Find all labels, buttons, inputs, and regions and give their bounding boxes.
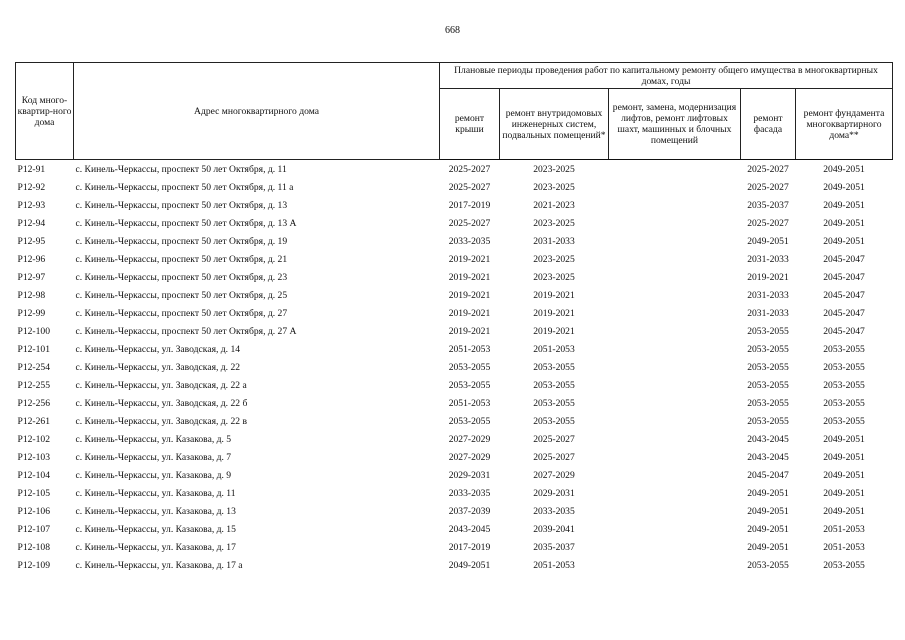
cell-code: Р12-108 (17, 541, 51, 553)
cell-systems: 2023-2025 (533, 253, 575, 265)
cell-address: с. Кинель-Черкассы, ул. Заводская, д. 14 (75, 343, 241, 355)
cell-elevators (609, 376, 741, 394)
cell-elevators (609, 232, 741, 250)
table-row (16, 394, 893, 412)
table-row (16, 286, 893, 304)
cell-facade: 2031-2033 (747, 289, 789, 301)
cell-address: с. Кинель-Черкассы, проспект 50 лет Октября, д. 23 (75, 271, 288, 283)
cell-elevators (609, 340, 741, 358)
cell-facade: 2053-2055 (747, 397, 789, 409)
cell-elevators (609, 484, 741, 502)
page-number: 668 (445, 25, 460, 36)
cell-address: с. Кинель-Черкассы, проспект 50 лет Октября, д. 27 (75, 307, 288, 319)
table-row (16, 556, 893, 574)
cell-foundation: 2053-2055 (823, 343, 865, 355)
cell-address: с. Кинель-Черкассы, ул. Заводская, д. 22 (75, 361, 241, 373)
cell-systems: 2023-2025 (533, 163, 575, 175)
cell-systems: 2053-2055 (533, 415, 575, 427)
cell-code: Р12-109 (17, 559, 51, 571)
cell-address: с. Кинель-Черкассы, проспект 50 лет Октября, д. 11 (75, 163, 287, 175)
cell-roof: 2051-2053 (448, 343, 491, 355)
table-row (16, 322, 893, 340)
cell-roof: 2033-2035 (448, 487, 491, 499)
cell-elevators (609, 268, 741, 286)
cell-facade: 2049-2051 (747, 235, 789, 247)
cell-systems: 2025-2027 (533, 451, 575, 463)
cell-foundation: 2049-2051 (823, 181, 865, 193)
cell-roof: 2053-2055 (448, 379, 491, 391)
cell-code: Р12-107 (17, 523, 51, 535)
cell-facade: 2053-2055 (747, 361, 789, 373)
table-row (16, 196, 893, 214)
cell-code: Р12-98 (17, 289, 46, 301)
cell-code: Р12-261 (17, 415, 51, 427)
cell-foundation: 2045-2047 (823, 289, 865, 301)
cell-code: Р12-92 (17, 181, 46, 193)
cell-roof: 2029-2031 (448, 469, 491, 481)
cell-address: с. Кинель-Черкассы, ул. Заводская, д. 22 в (75, 415, 247, 427)
cell-code: Р12-100 (17, 325, 51, 337)
header-periods-group: Плановые периоды проведения работ по капитальному ремонту общего имущества в многоквартирных домах, годы (440, 63, 893, 89)
cell-address: с. Кинель-Черкассы, проспект 50 лет Октября, д. 19 (75, 235, 288, 247)
cell-address: с. Кинель-Черкассы, проспект 50 лет Октября, д. 25 (75, 289, 288, 301)
cell-roof: 2019-2021 (448, 271, 491, 283)
cell-roof: 2019-2021 (448, 289, 491, 301)
cell-elevators (609, 178, 741, 196)
cell-facade: 2049-2051 (747, 523, 789, 535)
cell-code: Р12-101 (17, 343, 51, 355)
header-systems: ремонт внутридомовых инженерных систем, подвальных помещений* (500, 89, 609, 160)
cell-systems: 2023-2025 (533, 217, 575, 229)
cell-systems: 2031-2033 (533, 235, 575, 247)
cell-roof: 2017-2019 (448, 199, 491, 211)
table-row (16, 340, 893, 358)
cell-elevators (609, 502, 741, 520)
cell-roof: 2017-2019 (448, 541, 491, 553)
cell-code: Р12-95 (17, 235, 46, 247)
cell-systems: 2053-2055 (533, 397, 575, 409)
cell-foundation: 2049-2051 (823, 217, 865, 229)
cell-roof: 2025-2027 (448, 181, 491, 193)
cell-code: Р12-93 (17, 199, 46, 211)
cell-code: Р12-102 (17, 433, 51, 445)
table-row (16, 376, 893, 394)
cell-foundation: 2049-2051 (823, 505, 865, 517)
cell-code: Р12-99 (17, 307, 46, 319)
header-facade: ремонт фасада (741, 89, 796, 160)
cell-facade: 2049-2051 (747, 541, 789, 553)
cell-roof: 2025-2027 (448, 217, 491, 229)
table-row (16, 160, 893, 179)
cell-address: с. Кинель-Черкассы, ул. Казакова, д. 17 а (75, 559, 243, 571)
cell-foundation: 2049-2051 (823, 199, 865, 211)
cell-roof: 2025-2027 (448, 163, 491, 175)
table-row (16, 412, 893, 430)
cell-roof: 2051-2053 (448, 397, 491, 409)
cell-elevators (609, 322, 741, 340)
cell-foundation: 2053-2055 (823, 559, 865, 571)
cell-facade: 2025-2027 (747, 181, 789, 193)
table-body (16, 160, 893, 575)
cell-foundation: 2051-2053 (823, 541, 865, 553)
cell-elevators (609, 358, 741, 376)
cell-address: с. Кинель-Черкассы, проспект 50 лет Октября, д. 13 (75, 199, 288, 211)
cell-foundation: 2049-2051 (823, 235, 865, 247)
cell-code: Р12-105 (17, 487, 51, 499)
cell-roof: 2019-2021 (448, 253, 491, 265)
cell-facade: 2053-2055 (747, 379, 789, 391)
cell-elevators (609, 250, 741, 268)
table-row (16, 304, 893, 322)
cell-elevators (609, 466, 741, 484)
cell-roof: 2053-2055 (448, 361, 491, 373)
cell-code: Р12-255 (17, 379, 51, 391)
cell-address: с. Кинель-Черкассы, проспект 50 лет Октября, д. 11 а (75, 181, 294, 193)
cell-systems: 2033-2035 (533, 505, 575, 517)
table-row (16, 268, 893, 286)
cell-systems: 2039-2041 (533, 523, 575, 535)
cell-roof: 2027-2029 (448, 433, 491, 445)
cell-foundation: 2053-2055 (823, 415, 865, 427)
cell-facade: 2053-2055 (747, 343, 789, 355)
header-roof: ремонт крыши (440, 89, 500, 160)
cell-code: Р12-96 (17, 253, 46, 265)
table-row (16, 250, 893, 268)
table-row (16, 538, 893, 556)
cell-foundation: 2049-2051 (823, 487, 865, 499)
cell-address: с. Кинель-Черкассы, ул. Казакова, д. 17 (75, 541, 236, 553)
cell-address: с. Кинель-Черкассы, ул. Казакова, д. 9 (75, 469, 232, 481)
cell-elevators (609, 520, 741, 538)
table-row (16, 214, 893, 232)
cell-code: Р12-91 (17, 163, 46, 175)
cell-roof: 2049-2051 (448, 559, 491, 571)
cell-roof: 2053-2055 (448, 415, 491, 427)
cell-foundation: 2051-2053 (823, 523, 865, 535)
cell-facade: 2035-2037 (747, 199, 789, 211)
table-row (16, 448, 893, 466)
table-row (16, 358, 893, 376)
cell-foundation: 2045-2047 (823, 307, 865, 319)
cell-facade: 2043-2045 (747, 451, 789, 463)
cell-code: Р12-97 (17, 271, 46, 283)
cell-facade: 2031-2033 (747, 253, 789, 265)
cell-foundation: 2045-2047 (823, 271, 865, 283)
cell-address: с. Кинель-Черкассы, ул. Казакова, д. 11 (75, 487, 236, 499)
cell-address: с. Кинель-Черкассы, ул. Казакова, д. 13 (75, 505, 236, 517)
cell-facade: 2025-2027 (747, 217, 789, 229)
table-row (16, 466, 893, 484)
cell-elevators (609, 196, 741, 214)
cell-systems: 2019-2021 (533, 307, 575, 319)
cell-systems: 2035-2037 (533, 541, 575, 553)
cell-systems: 2021-2023 (533, 199, 575, 211)
cell-address: с. Кинель-Черкассы, ул. Казакова, д. 5 (75, 433, 232, 445)
table-row (16, 430, 893, 448)
header-address: Адрес многоквартирного дома (74, 63, 440, 160)
cell-systems: 2019-2021 (533, 289, 575, 301)
cell-code: Р12-104 (17, 469, 51, 481)
cell-elevators (609, 412, 741, 430)
cell-facade: 2043-2045 (747, 433, 789, 445)
cell-facade: 2045-2047 (747, 469, 789, 481)
table-row (16, 502, 893, 520)
cell-roof: 2027-2029 (448, 451, 491, 463)
cell-foundation: 2045-2047 (823, 325, 865, 337)
cell-code: Р12-106 (17, 505, 51, 517)
cell-roof: 2019-2021 (448, 325, 491, 337)
cell-systems: 2051-2053 (533, 559, 575, 571)
cell-facade: 2025-2027 (747, 163, 789, 175)
cell-systems: 2025-2027 (533, 433, 575, 445)
cell-systems: 2029-2031 (533, 487, 575, 499)
cell-foundation: 2049-2051 (823, 163, 865, 175)
cell-facade: 2053-2055 (747, 325, 789, 337)
cell-code: Р12-103 (17, 451, 51, 463)
cell-address: с. Кинель-Черкассы, проспект 50 лет Октября, д. 27 А (75, 325, 297, 337)
cell-address: с. Кинель-Черкассы, проспект 50 лет Октября, д. 21 (75, 253, 288, 265)
cell-elevators (609, 538, 741, 556)
cell-roof: 2033-2035 (448, 235, 491, 247)
cell-foundation: 2049-2051 (823, 433, 865, 445)
cell-address: с. Кинель-Черкассы, ул. Казакова, д. 15 (75, 523, 236, 535)
cell-systems: 2023-2025 (533, 181, 575, 193)
cell-foundation: 2053-2055 (823, 379, 865, 391)
cell-address: с. Кинель-Черкассы, ул. Заводская, д. 22 б (75, 397, 248, 409)
capital-repair-table (15, 62, 893, 574)
cell-systems: 2027-2029 (533, 469, 575, 481)
header-code: Код много-квартир-ного дома (16, 63, 74, 160)
cell-roof: 2043-2045 (448, 523, 491, 535)
table-row (16, 178, 893, 196)
cell-facade: 2053-2055 (747, 559, 789, 571)
cell-roof: 2019-2021 (448, 307, 491, 319)
cell-elevators (609, 394, 741, 412)
cell-roof: 2037-2039 (448, 505, 491, 517)
table-row (16, 484, 893, 502)
cell-facade: 2019-2021 (747, 271, 789, 283)
cell-facade: 2053-2055 (747, 415, 789, 427)
cell-elevators (609, 556, 741, 574)
cell-foundation: 2049-2051 (823, 469, 865, 481)
cell-code: Р12-94 (17, 217, 46, 229)
table-row (16, 520, 893, 538)
cell-foundation: 2053-2055 (823, 361, 865, 373)
cell-code: Р12-254 (17, 361, 51, 373)
cell-systems: 2019-2021 (533, 325, 575, 337)
cell-systems: 2023-2025 (533, 271, 575, 283)
cell-code: Р12-256 (17, 397, 51, 409)
cell-elevators (609, 304, 741, 322)
cell-systems: 2051-2053 (533, 343, 575, 355)
cell-elevators (609, 430, 741, 448)
cell-foundation: 2053-2055 (823, 397, 865, 409)
cell-systems: 2053-2055 (533, 361, 575, 373)
cell-elevators (609, 448, 741, 466)
cell-systems: 2053-2055 (533, 379, 575, 391)
table-row (16, 232, 893, 250)
cell-foundation: 2049-2051 (823, 451, 865, 463)
cell-foundation: 2045-2047 (823, 253, 865, 265)
cell-address: с. Кинель-Черкассы, ул. Заводская, д. 22 а (75, 379, 247, 391)
cell-facade: 2049-2051 (747, 505, 789, 517)
table-header (16, 63, 893, 160)
cell-elevators (609, 214, 741, 232)
cell-address: с. Кинель-Черкассы, проспект 50 лет Октября, д. 13 А (75, 217, 297, 229)
cell-elevators (609, 286, 741, 304)
header-foundation: ремонт фундамента многоквартирного дома** (796, 89, 893, 160)
cell-facade: 2049-2051 (747, 487, 789, 499)
header-elevators: ремонт, замена, модернизация лифтов, ремонт лифтовых шахт, машинных и блочных помещений (609, 89, 741, 160)
cell-facade: 2031-2033 (747, 307, 789, 319)
cell-elevators (609, 160, 741, 179)
cell-address: с. Кинель-Черкассы, ул. Казакова, д. 7 (75, 451, 232, 463)
